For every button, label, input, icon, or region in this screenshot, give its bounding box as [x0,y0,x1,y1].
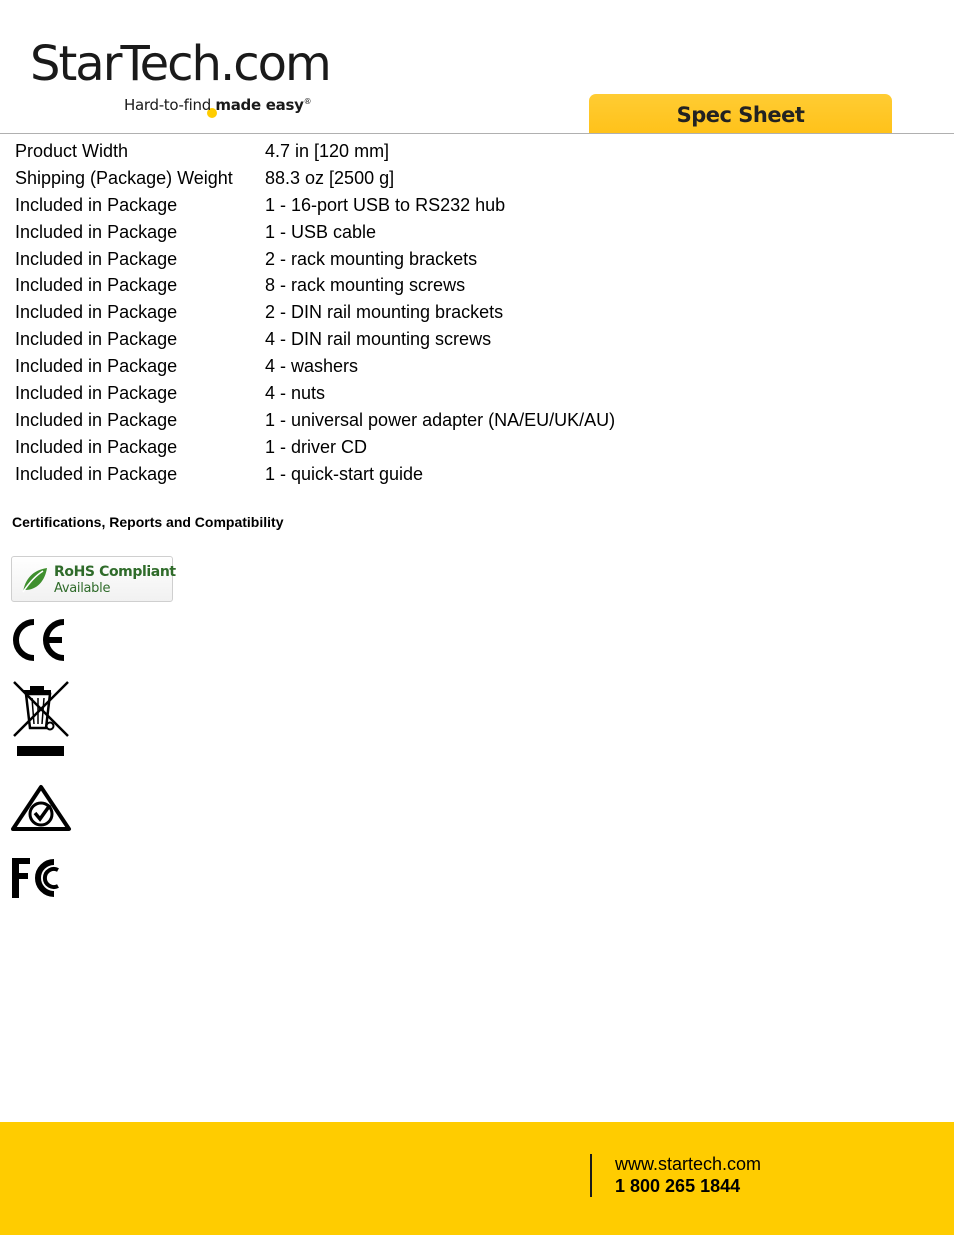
spec-value: 2 - rack mounting brackets [265,248,478,269]
spec-value: 4 - washers [265,356,359,377]
rohs-badge [11,556,176,602]
spec-value: 1 - driver CD [265,436,368,457]
spec-value: 4.7 in [120 mm] [265,141,390,161]
spec-label: Included in Package [15,275,178,296]
spec-label: Included in Package [15,329,178,350]
spec-value: 4 - nuts [265,383,326,404]
rohs-leaf-icon [19,565,49,595]
rohs-title: RoHS Compliant [54,564,176,580]
footer-phone: 1 800 265 1844 [615,1176,741,1196]
spec-label: Included in Package [15,194,178,215]
spec-label: Included in Package [15,248,178,269]
spec-label: Included in Package [15,356,178,377]
spec-label: Included in Package [15,383,178,404]
weee-bin-icon [10,680,72,762]
spec-label: Included in Package [15,463,178,484]
certifications-heading: Certifications, Reports and Compatibility [12,514,284,530]
header-divider [0,133,954,134]
ce-mark-icon [10,618,68,662]
spec-value: 8 - rack mounting screws [265,275,466,296]
spec-label: Included in Package [15,302,178,323]
footer-divider [590,1154,592,1197]
spec-label: Included in Package [15,436,178,457]
spec-value: 1 - universal power adapter (NA/EU/UK/AU) [265,409,616,430]
footer-bar [0,1122,954,1235]
spec-value: 2 - DIN rail mounting brackets [265,302,504,323]
logo-wordmark: StarTech.com [30,36,330,92]
spec-label: Included in Package [15,409,178,430]
rcm-mark-icon [10,784,72,834]
spec-value: 1 - USB cable [265,221,377,242]
startech-logo [30,36,330,126]
footer-website: www.startech.com [615,1154,762,1174]
spec-value: 4 - DIN rail mounting screws [265,329,492,350]
spec-value: 88.3 oz [2500 g] [265,167,395,188]
logo-tagline: Hard-to-find made easy® [124,96,312,114]
spec-label: Included in Package [15,221,178,242]
spec-value: 1 - 16-port USB to RS232 hub [265,194,506,215]
spec-label: Product Width [15,141,129,161]
spec-label: Shipping (Package) Weight [15,167,233,188]
rohs-subtitle: Available [54,581,111,596]
spec-value: 1 - quick-start guide [265,463,424,484]
spec-sheet-tab: Spec Sheet [589,94,892,133]
fcc-mark-icon [10,856,70,900]
